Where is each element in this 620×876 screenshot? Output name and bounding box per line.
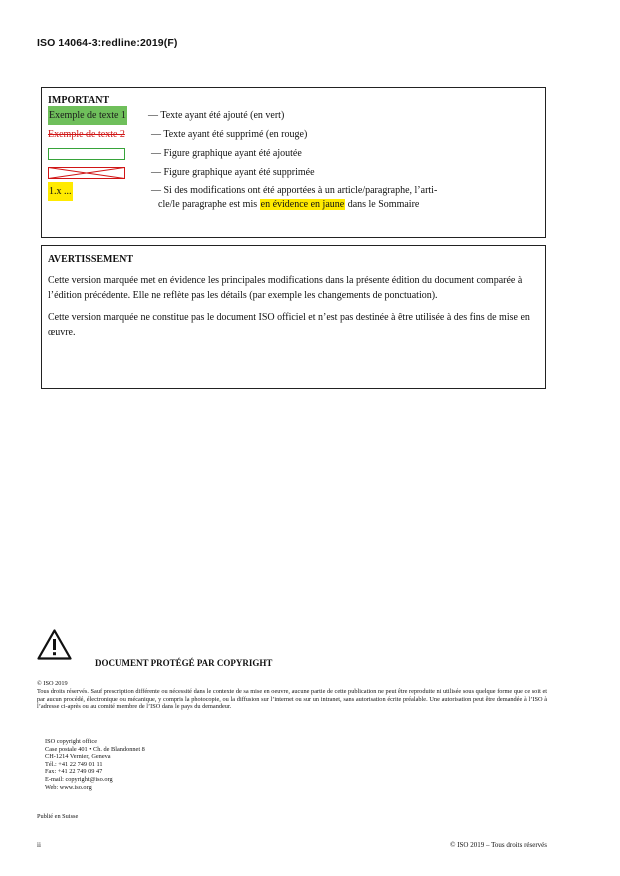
important-box [41, 87, 546, 238]
legend-row-deleted-text [48, 125, 539, 144]
added-figure-sample [48, 148, 125, 160]
warning-paragraph-1: Cette version marquée met en évidence les principales modifications dans la présente édition du document comparée à l’édition précédente. Elle ne reflète pas les détails (par exemple les changements de ponctuation). [48, 275, 523, 301]
added-text-desc: — Texte ayant été ajouté (en vert) [148, 110, 285, 121]
added-figure-desc: — Figure graphique ayant été ajoutée [151, 148, 302, 159]
legend-row-deleted-figure [48, 163, 539, 182]
added-text-sample: Exemple de texte 1 [48, 106, 127, 125]
deleted-text-sample: Exemple de texte 2 [48, 129, 125, 140]
toc-highlight-desc: — Si des modifications ont été apportées à un article/paragraphe, l’arti- cle/le paragraphe est mis en évidence en jaune dans le Sommaire [151, 185, 438, 210]
toc-highlight-sample: 1.x ... [48, 182, 73, 201]
legend-row-toc-highlight [48, 182, 539, 210]
copyright-rights: Tous droits réservés. Sauf prescription différente ou nécessité dans le contexte de sa mise en oeuvre, aucune partie de cette publication ne peut être reproduite ni utilisée sous quelque forme que ce soit et par aucun procédé, électronique ou mécanique, y compris la photocopie, ou la diffusion sur l’internet ou sur un intranet, sans autorisation écrite préalable. Une autorisation peut être demandée à l’ISO à l’adresse ci-après ou au comité membre de l’ISO dans le pays du demandeur. [37, 688, 547, 711]
warning-box [41, 245, 546, 389]
deleted-figure-sample [48, 167, 125, 179]
yellow-highlight-text: en évidence en jaune [260, 199, 345, 210]
important-title: IMPORTANT [48, 95, 110, 106]
published-in: Publié en Suisse [37, 813, 79, 820]
warning-triangle-icon [37, 629, 72, 660]
legend-row-added-text [48, 106, 539, 125]
copyright-office-address: ISO copyright office Case postale 401 • Ch. de Blandonnet 8 CH-1214 Vernier, Geneva Tél.: +41 22 749 01 11 Fax: +41 22 749 09 47 E-mail: copyright@iso.org Web: www.iso.org [45, 738, 145, 791]
copyright-title: DOCUMENT PROTÉGÉ PAR COPYRIGHT [95, 658, 273, 668]
warning-paragraph-2: Cette version marquée ne constitue pas le document ISO officiel et n’est pas destinée à être utilisée à des fins de mise en œuvre. [48, 312, 530, 338]
page-number: ii [37, 841, 41, 849]
deleted-text-desc: — Texte ayant été supprimé (en rouge) [151, 129, 308, 140]
legend-row-added-figure [48, 144, 539, 163]
document-identifier: ISO 14064-3:redline:2019(F) [37, 37, 178, 49]
warning-title: AVERTISSEMENT [48, 254, 134, 265]
legend [48, 106, 539, 210]
copyright-year: © ISO 2019 [37, 680, 68, 687]
deleted-figure-desc: — Figure graphique ayant été supprimée [151, 167, 315, 178]
footer-copyright: © ISO 2019 – Tous droits réservés [450, 841, 547, 849]
